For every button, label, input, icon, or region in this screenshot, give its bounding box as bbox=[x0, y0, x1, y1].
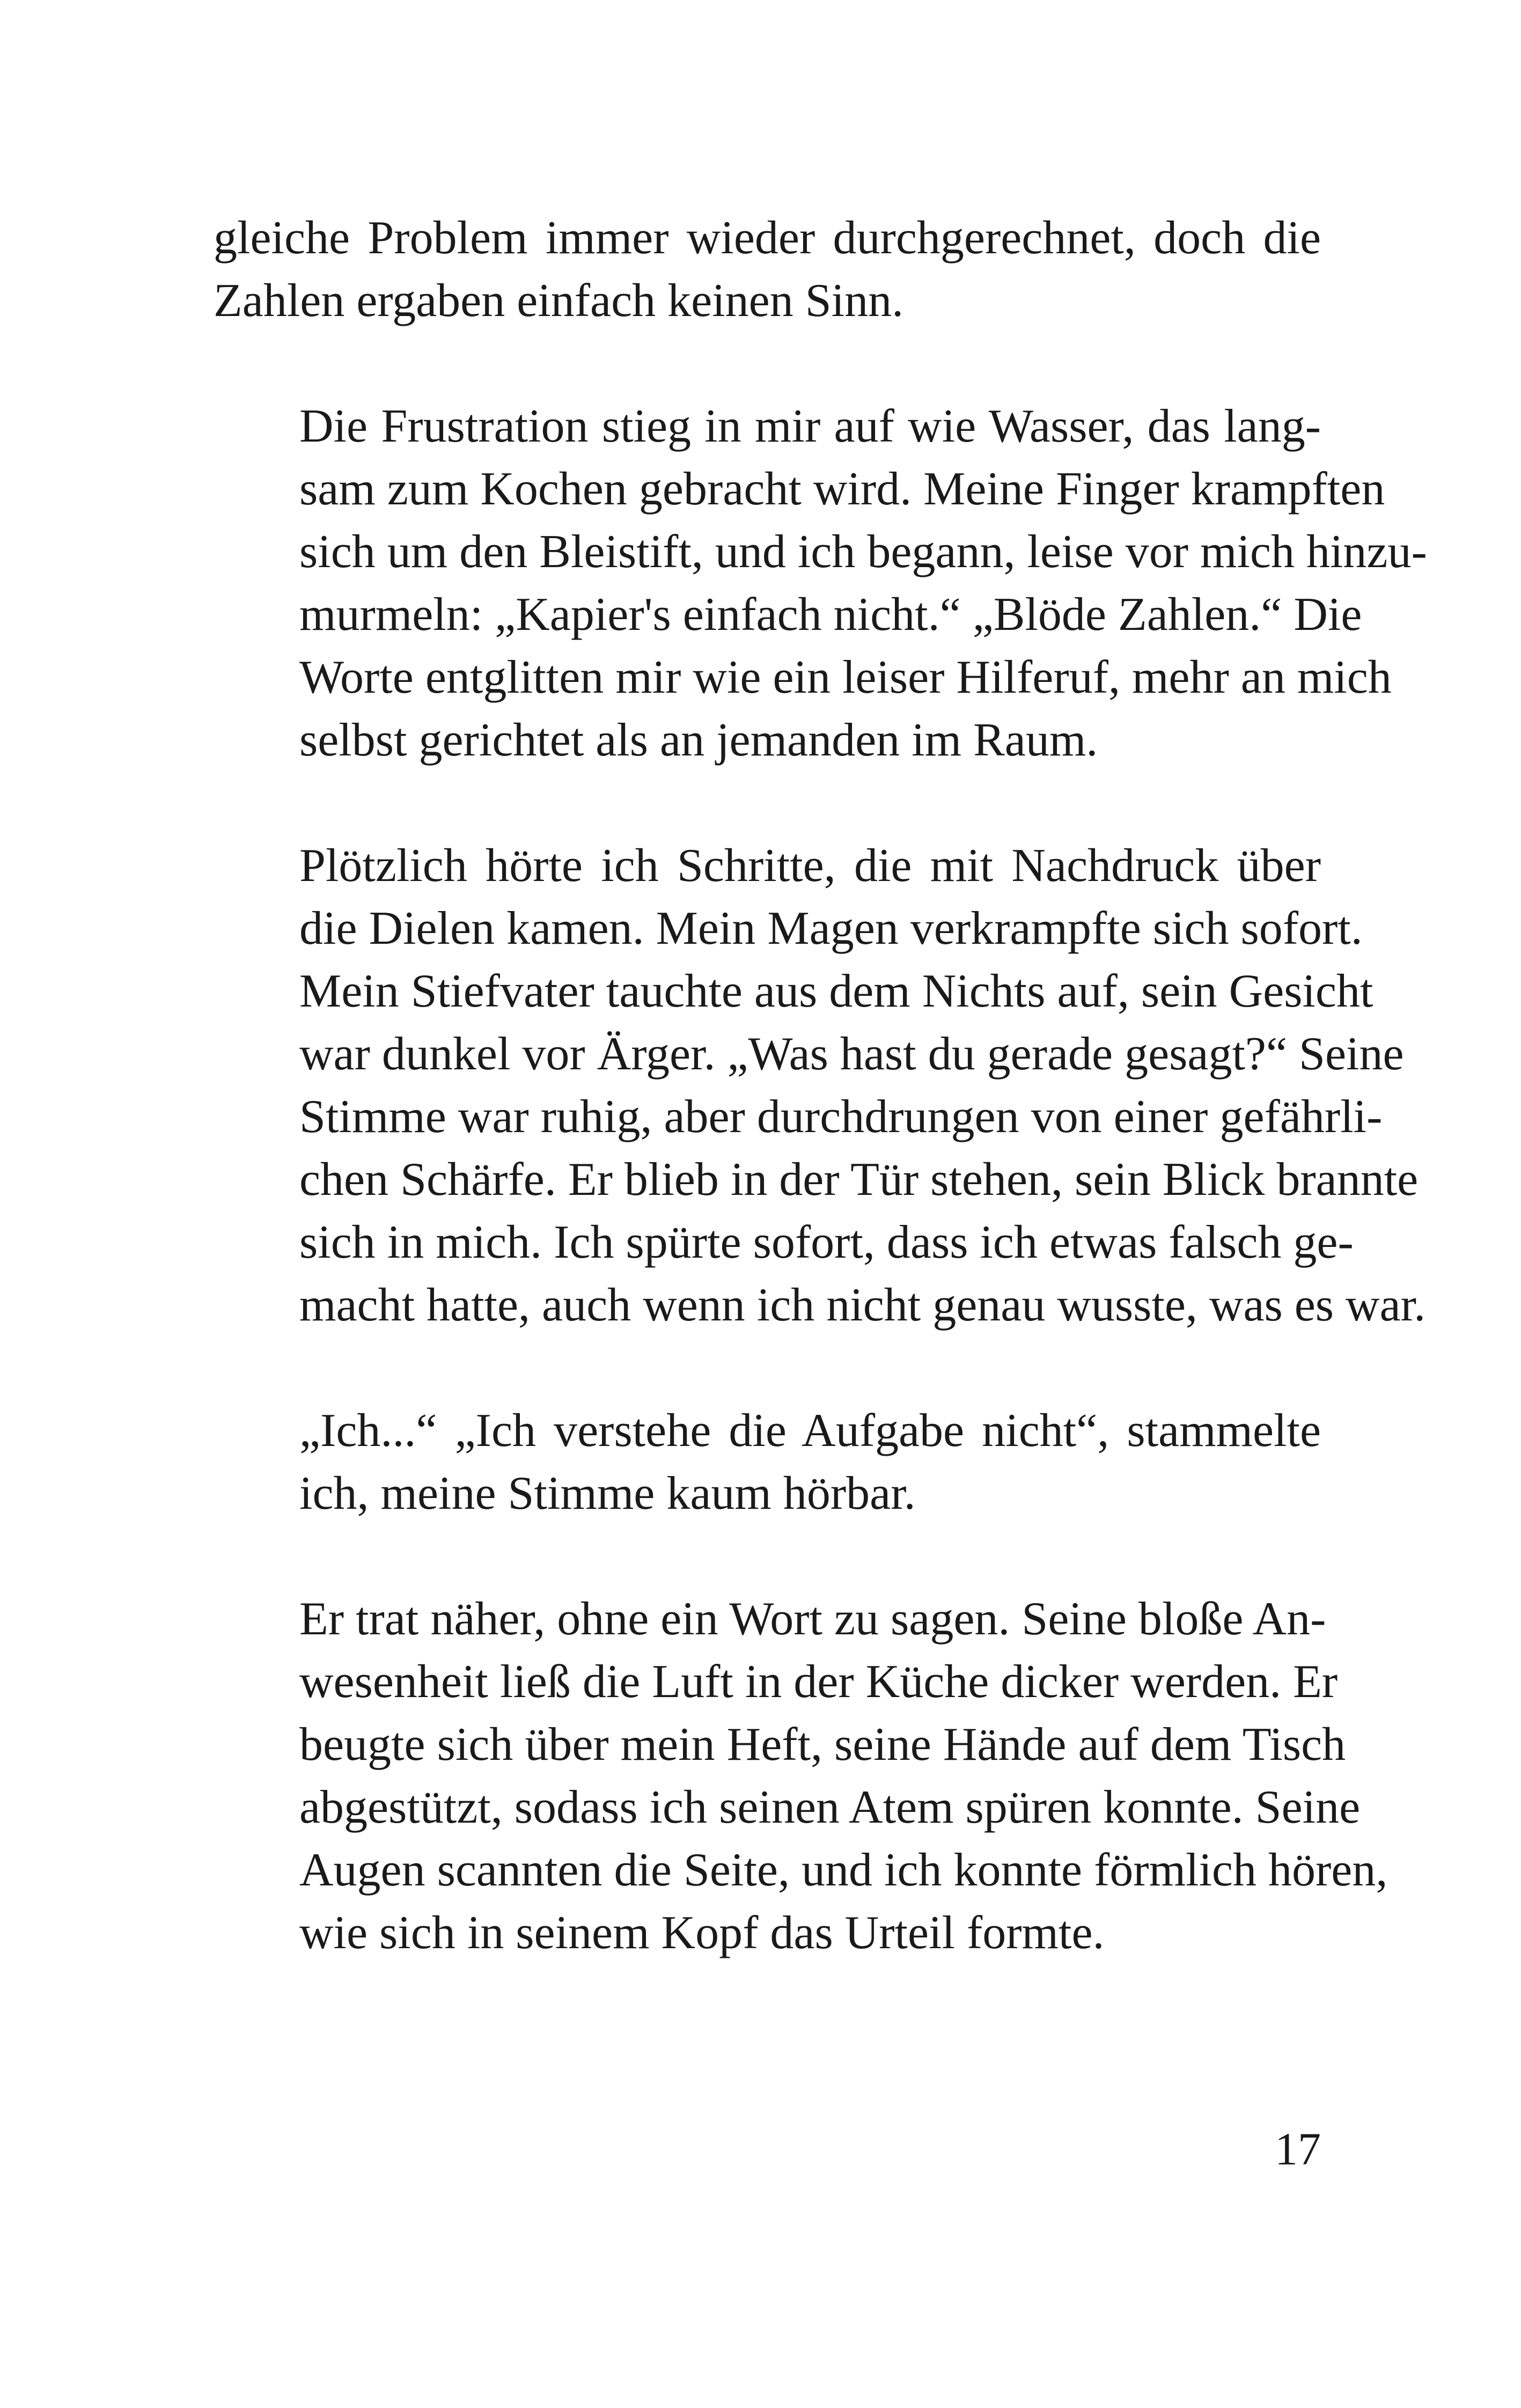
text-line: beugte sich über mein Heft, seine Hände auf dem Tisch bbox=[299, 1719, 1346, 1771]
text-line: murmeln: „Kapier's einfach nicht.“ „Blöde Zahlen.“ Die bbox=[299, 589, 1362, 641]
text-line: Er trat näher, ohne ein Wort zu sagen. Seine bloße An- bbox=[299, 1593, 1326, 1645]
text-line: sich um den Bleistift, und ich begann, leise vor mich hinzu- bbox=[299, 526, 1427, 578]
text-line: Worte entglitten mir wie ein leiser Hilferuf, mehr an mich bbox=[299, 651, 1392, 703]
paragraph-4 bbox=[214, 1399, 1321, 1525]
text-line: Mein Stiefvater tauchte aus dem Nichts auf, sein Gesicht bbox=[299, 965, 1373, 1017]
page-number: 17 bbox=[1275, 2123, 1321, 2175]
text-line: selbst gerichtet als an jemanden im Raum. bbox=[299, 714, 1098, 766]
text-line: Die Frustration stieg in mir auf wie Wasser, das lang- bbox=[299, 400, 1321, 452]
text-line: sam zum Kochen gebracht wird. Meine Finger krampften bbox=[299, 463, 1385, 515]
paragraph-3 bbox=[214, 834, 1426, 1337]
text-line: macht hatte, auch wenn ich nicht genau wusste, was es war. bbox=[299, 1279, 1426, 1331]
paragraph-2 bbox=[214, 395, 1427, 772]
text-line: sich in mich. Ich spürte sofort, dass ich etwas falsch ge- bbox=[299, 1216, 1354, 1268]
text-line: Augen scannten die Seite, und ich konnte förmlich hören, bbox=[299, 1844, 1388, 1896]
text-line: wie sich in seinem Kopf das Urteil formte. bbox=[299, 1907, 1105, 1959]
paragraph-1 bbox=[214, 207, 1321, 332]
text-line: die Dielen kamen. Mein Magen verkrampfte sich sofort. bbox=[299, 902, 1363, 955]
text-line: war dunkel vor Ärger. „Was hast du gerade gesagt?“ Seine bbox=[299, 1028, 1404, 1080]
text-line: abgestützt, sodass ich seinen Atem spüren konnte. Seine bbox=[299, 1781, 1361, 1833]
body-text bbox=[214, 207, 1427, 2027]
text-line: Stimme war ruhig, aber durchdrungen von einer gefährli- bbox=[299, 1091, 1383, 1143]
text-line: Zahlen ergaben einfach keinen Sinn. bbox=[214, 275, 904, 327]
text-line: gleiche Problem immer wieder durchgerechnet, doch die bbox=[214, 212, 1321, 264]
text-line: chen Schärfe. Er blieb in der Tür stehen, sein Blick brannte bbox=[299, 1154, 1419, 1206]
text-line: Plötzlich hörte ich Schritte, die mit Nachdruck über bbox=[299, 840, 1321, 892]
text-line: wesenheit ließ die Luft in der Küche dicker werden. Er bbox=[299, 1656, 1338, 1708]
paragraph-5 bbox=[214, 1588, 1388, 1964]
text-line: ich, meine Stimme kaum hörbar. bbox=[299, 1467, 916, 1519]
text-line: „Ich...“ „Ich verstehe die Aufgabe nicht“, stammelte bbox=[299, 1405, 1321, 1457]
